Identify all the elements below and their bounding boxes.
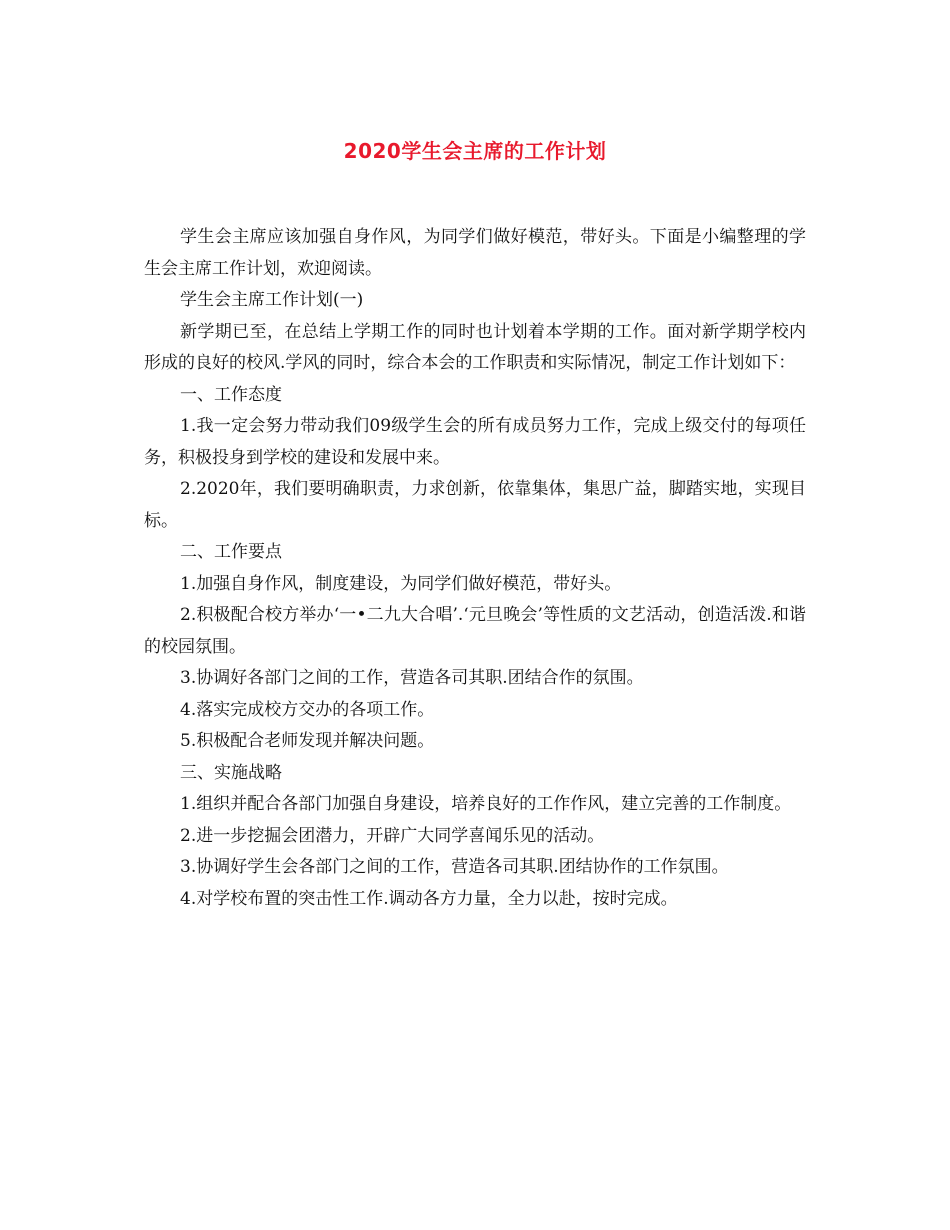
list-item: 3.协调好各部门之间的工作，营造各司其职.团结合作的氛围。: [180, 668, 644, 688]
paragraph-overview: 新学期已至，在总结上学期工作的同时也计划着本学期的工作。面对新学期学校内形成的良好的校风.学风的同时，综合本会的工作职责和实际情况，制定工作计划如下：: [144, 321, 806, 373]
list-item: 1.组织并配合各部门加强自身建设，培养良好的工作作风，建立完善的工作制度。: [180, 794, 792, 814]
list-item: 2.2020年，我们要明确职责，力求创新，依靠集体，集思广益，脚踏实地，实现目标。: [144, 479, 806, 531]
section-heading-key-points: 二、工作要点: [180, 542, 282, 562]
section-heading-plan-1: 学生会主席工作计划(一): [180, 290, 364, 310]
list-item: 4.对学校布置的突击性工作.调动各方力量，全力以赴，按时完成。: [180, 888, 678, 909]
section-heading-attitude: 一、工作态度: [180, 384, 282, 405]
list-item: 2.进一步挖掘会团潜力，开辟广大同学喜闻乐见的活动。: [180, 825, 605, 846]
list-item: 3.协调好学生会各部门之间的工作，营造各司其职.团结协作的工作氛围。: [180, 857, 729, 877]
document-body: [144, 222, 806, 915]
list-item: 2.积极配合校方举办‘一•二九大合唱’.‘元旦晚会’等性质的文艺活动，创造活泼.和谐的校园氛围。: [144, 605, 806, 657]
document-title: 2020学生会主席的工作计划: [343, 139, 607, 163]
section-heading-strategy: 三、实施战略: [180, 762, 282, 783]
list-item: 4.落实完成校方交办的各项工作。: [180, 699, 435, 720]
paragraph-intro: 学生会主席应该加强自身作风，为同学们做好模范，带好头。下面是小编整理的学生会主席工作计划，欢迎阅读。: [144, 227, 806, 279]
list-item: 1.我一定会努力带动我们09级学生会的所有成员努力工作，完成上级交付的每项任务，积极投身到学校的建设和发展中来。: [144, 416, 806, 468]
list-item: 1.加强自身作风，制度建设，为同学们做好模范，带好头。: [180, 573, 622, 594]
list-item: 5.积极配合老师发现并解决问题。: [180, 731, 435, 751]
